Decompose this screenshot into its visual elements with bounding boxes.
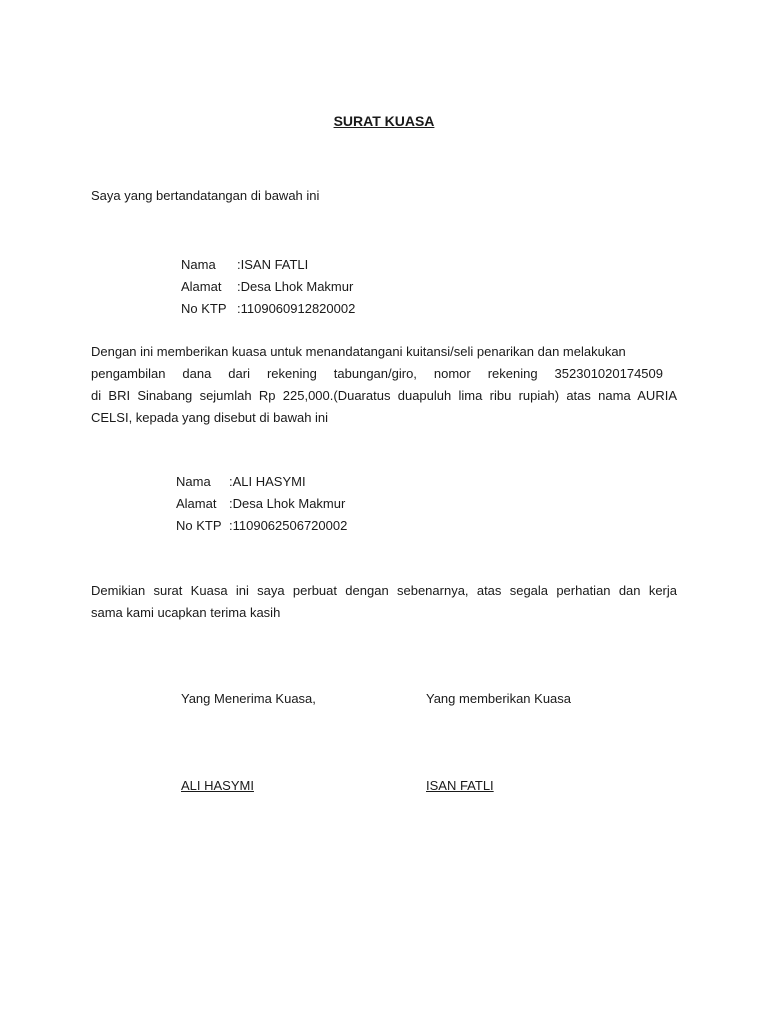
- recipient-signature-name: ALI HASYMI: [181, 778, 254, 793]
- grantor-name-row: [181, 254, 308, 276]
- giver-caption: Yang memberikan Kuasa: [426, 691, 572, 706]
- grantee-name-row: [176, 471, 306, 493]
- document-title: SURAT KUASA: [333, 113, 435, 129]
- closing-line-1: Demikian surat Kuasa ini saya perbuat dengan sebenarnya, atas segala perhatian dan kerja: [91, 583, 677, 598]
- grantor-ktp-row: [181, 298, 355, 320]
- grantee-name-value: :ALI HASYMI: [229, 474, 306, 489]
- grantor-address-value: :Desa Lhok Makmur: [237, 279, 354, 294]
- grantee-name-label: Nama: [176, 474, 211, 489]
- recipient-caption: Yang Menerima Kuasa,: [181, 691, 316, 706]
- grantee-address-row: [176, 493, 345, 515]
- giver-signature-name: ISAN FATLI: [426, 778, 494, 793]
- grantee-ktp-row: [176, 515, 347, 537]
- authorization-paragraph: [91, 341, 677, 429]
- closing-paragraph: [91, 580, 677, 624]
- grantor-ktp-value: :1109060912820002: [237, 301, 356, 316]
- grantee-address-value: :Desa Lhok Makmur: [229, 496, 346, 511]
- grantor-name-label: Nama: [181, 257, 216, 272]
- grantor-ktp-label: No KTP: [181, 301, 227, 316]
- grantor-name-value: :ISAN FATLI: [237, 257, 309, 272]
- closing-line-2: sama kami ucapkan terima kasih: [91, 605, 281, 620]
- paragraph-line-1: Dengan ini memberikan kuasa untuk menandatangani kuitansi/seli penarikan dan melakukan: [91, 344, 626, 359]
- grantor-address-label: Alamat: [181, 279, 222, 294]
- grantee-ktp-value: :1109062506720002: [229, 518, 348, 533]
- grantor-address-row: [181, 276, 353, 298]
- paragraph-line-2: pengambilan dana dari rekening tabungan/giro, nomor rekening 352301020174509: [91, 366, 663, 381]
- grantee-address-label: Alamat: [176, 496, 217, 511]
- paragraph-line-3: di BRI Sinabang sejumlah Rp 225,000.(Duaratus duapuluh lima ribu rupiah) atas nama AURIA: [91, 388, 677, 403]
- grantee-ktp-label: No KTP: [176, 518, 222, 533]
- paragraph-line-4: CELSI, kepada yang disebut di bawah ini: [91, 410, 329, 425]
- intro-line: Saya yang bertandatangan di bawah ini: [91, 188, 320, 203]
